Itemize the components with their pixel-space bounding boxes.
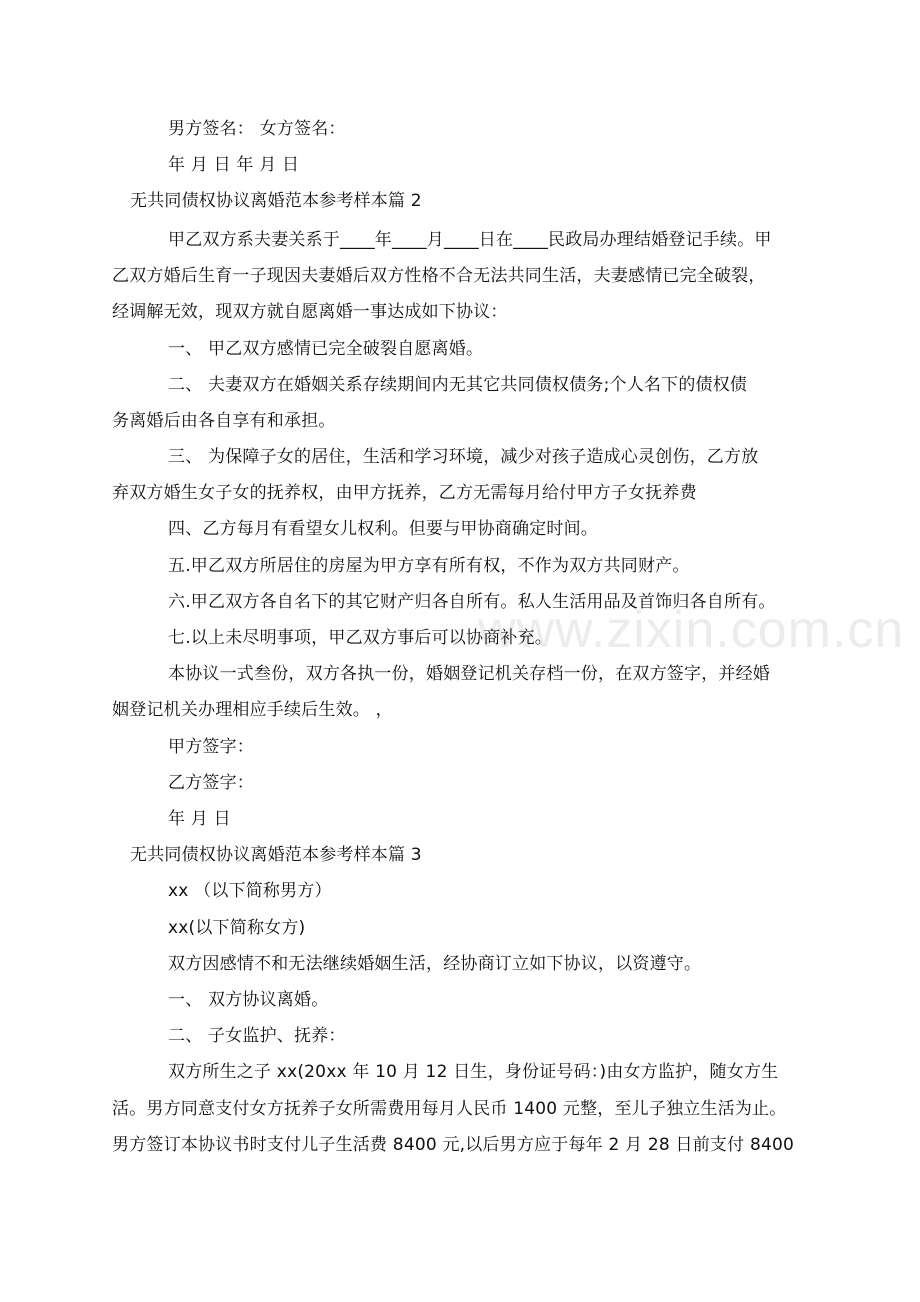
paragraph-line: 姻登记机关办理相应手续后生效。 ， [112,700,393,720]
paragraph-line: 男方签订本协议书时支付儿子生活费 8400 元,以后男方应于每年 2 月 28 日前支付 8400 [112,1135,795,1155]
clause-1: 一、 甲乙双方感情已完全破裂自愿离婚。 [168,339,484,359]
clause-6: 六.甲乙双方各自名下的其它财产归各自所有。私人生活用品及首饰归各自所有。 [168,592,776,612]
paragraph-line: 双方所生之子 xx(20xx 年 10 月 12 日生，身份证号码：)由女方监护，随女方生 [168,1062,779,1082]
watermark: www.zixin.com.cn [478,601,905,659]
paragraph-line: 本协议一式叁份，双方各执一份，婚姻登记机关存档一份，在双方签字，并经婚 [168,664,770,684]
signature-line-male-female: 男方签名： 女方签名： [168,119,346,139]
paragraph-line: 甲乙双方系夫妻关系于____年____月____日在____民政局办理结婚登记手续。甲 [168,230,772,250]
clause-2: 二、 夫妻双方在婚姻关系存续期间内无其它共同债权债务;个人名下的债权债 [168,375,748,395]
paragraph-line: 弃双方婚生女子女的抚养权，由甲方抚养，乙方无需每月给付甲方子女抚养费 [112,483,697,503]
paragraph-line: 活。男方同意支付女方抚养子女所需费用每月人民币 1400 元整，至儿子独立生活为止。 [112,1099,787,1119]
clause-1: 一、 双方协议离婚。 [168,990,329,1010]
clause-7: 七.以上未尽明事项，甲乙双方事后可以协商补充。 [168,628,553,648]
party-b-signature: 乙方签字： [168,773,254,793]
party-male: xx （以下简称男方） [168,881,332,901]
paragraph-line: 双方因感情不和无法继续婚姻生活，经协商订立如下协议，以资遵守。 [168,954,702,974]
paragraph-line: 乙双方婚后生育一子现因夫妻婚后双方性格不合无法共同生活，夫妻感情已完全破裂， [112,266,766,286]
clause-3: 三、 为保障子女的居住，生活和学习环境，减少对孩子造成心灵创伤，乙方放 [168,447,759,467]
date-line: 年 月 日 年 月 日 [168,155,300,175]
paragraph-line: 经调解无效，现双方就自愿离婚一事达成如下协议： [112,302,508,322]
section-heading-3: 无共同债权协议离婚范本参考样本篇 3 [130,845,422,865]
party-a-signature: 甲方签字： [168,737,254,757]
paragraph-line: 务离婚后由各自享有和承担。 [112,411,336,431]
clause-4: 四、乙方每月有看望女儿权利。但要与甲协商确定时间。 [168,519,598,539]
clause-2: 二、 子女监护、抚养： [168,1026,346,1046]
party-female: xx(以下简称女方) [168,918,306,938]
clause-5: 五.甲乙双方所居住的房屋为甲方享有所有权，不作为双方共同财产。 [168,556,690,576]
date-line: 年 月 日 [168,809,231,829]
section-heading-2: 无共同债权协议离婚范本参考样本篇 2 [130,191,422,211]
